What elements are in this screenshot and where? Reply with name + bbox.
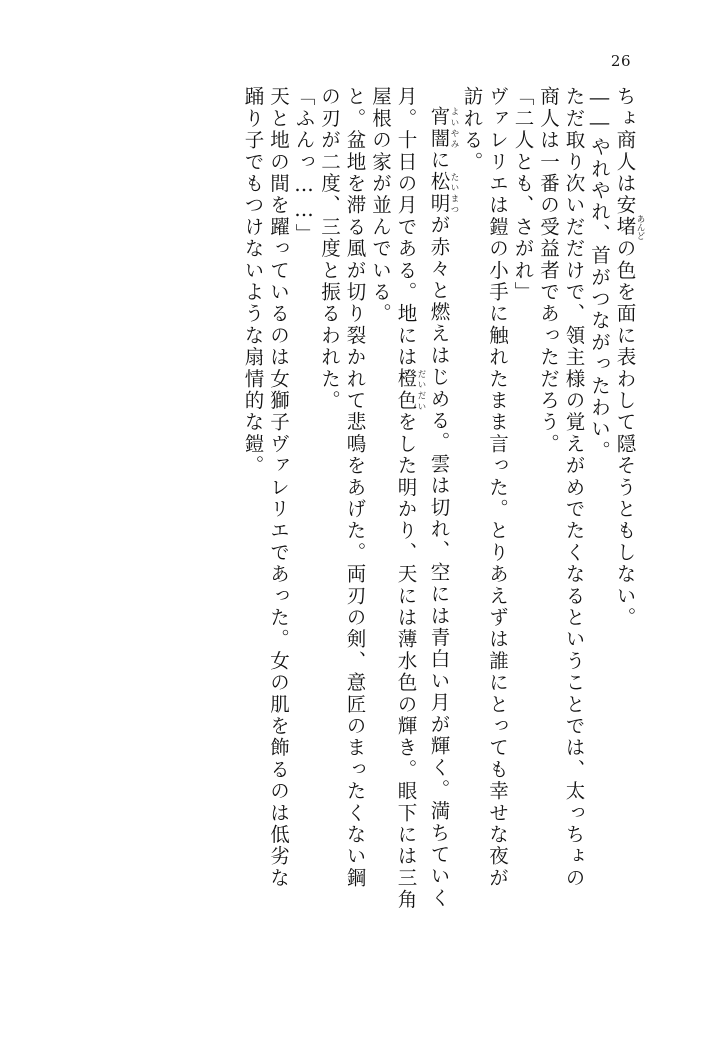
text-column: ――やれやれ、首がつながったわい。 bbox=[588, 86, 611, 462]
vertical-text-body bbox=[58, 86, 645, 996]
text-column: 月。十日の月である。地には橙色だいだいをした明かり、天には薄水色の輝き。眼下には三角 bbox=[394, 86, 426, 911]
text-column: 屋根の家が並んでいる。 bbox=[369, 86, 392, 325]
page-number: 26 bbox=[610, 52, 631, 70]
text-column: 天と地の間を躍っているのは女獅子ヴァレリエであった。女の肌を飾るのは低劣な bbox=[267, 86, 290, 889]
text-column: ヴァレリエは鎧の小手に触れたまま言った。とりあえずは誰にとっても幸せな夜が bbox=[486, 86, 509, 889]
text-column: 商人は一番の受益者であっただろう。 bbox=[537, 86, 560, 455]
text-column: 「二人とも、さがれ」 bbox=[511, 86, 535, 303]
text-column: ただ取り次いだだけで、領主様の覚えがめでたくなるということでは、太っちょの bbox=[562, 86, 586, 889]
text-column: と。盆地を滞る風が切り裂かれて悲鳴をあげた。両刃の剣、意匠のまったくない鋼 bbox=[343, 86, 367, 889]
text-column: の刃が二度、三度と振るわれた。 bbox=[318, 86, 341, 412]
text-column: ちょ商人は安堵あんどの色を面に表わして隠そうともしない。 bbox=[613, 86, 645, 629]
text-column: 訪れる。 bbox=[460, 86, 484, 173]
text-column: 宵闇よいやみに松明たいまつが赤々と燃えはじめる。雲は切れ、空には青白い月が輝く。満ちていく bbox=[427, 106, 459, 909]
text-column: 踊り子でもつけないような扇情的な鎧。 bbox=[241, 86, 265, 477]
text-column: 「ふんっ……」 bbox=[292, 86, 316, 245]
